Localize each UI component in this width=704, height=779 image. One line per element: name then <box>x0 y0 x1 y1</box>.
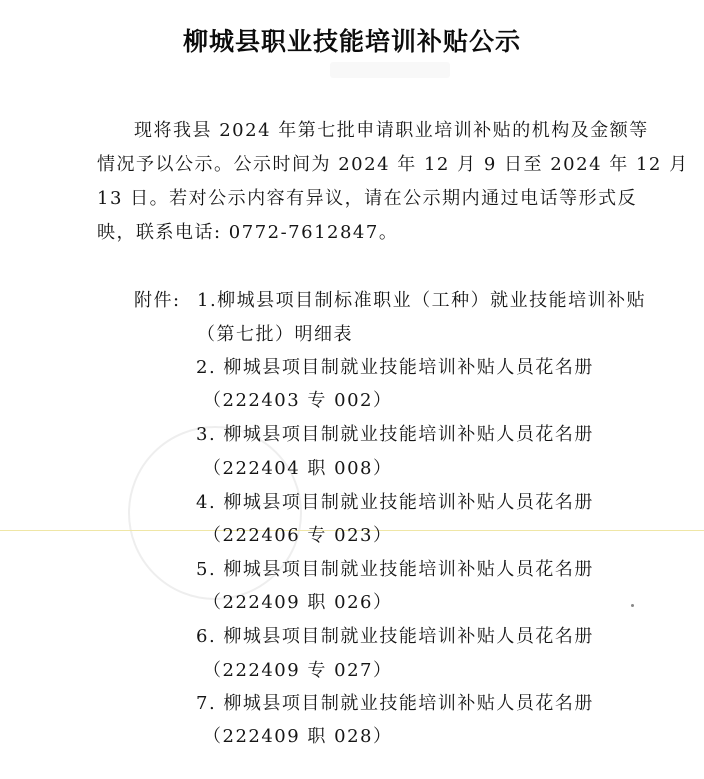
attachment-3-code: （222404 职 008） <box>203 458 393 479</box>
paragraph-line-2: 情况予以公示。公示时间为 2024 年 12 月 9 日至 2024 年 12 月 <box>97 154 689 175</box>
attachment-1-subtitle: （第七批）明细表 <box>197 324 353 345</box>
attachment-5-title: 5. 柳城县项目制就业技能培训补贴人员花名册 <box>196 559 594 580</box>
attachment-7-title: 7. 柳城县项目制就业技能培训补贴人员花名册 <box>196 693 594 714</box>
attachment-2-code: （222403 专 002） <box>203 390 393 411</box>
attachment-1-title: 1.柳城县项目制标准职业（工种）就业技能培训补贴 <box>197 290 647 311</box>
faint-seal-mark <box>330 62 450 78</box>
attachment-7-code: （222409 职 028） <box>203 726 393 747</box>
attachment-4-code: （222406 专 023） <box>203 525 393 546</box>
paragraph-line-3: 13 日。若对公示内容有异议，请在公示期内通过电话等形式反 <box>97 188 638 209</box>
paragraph-line-1: 现将我县 2024 年第七批申请职业培训补贴的机构及金额等 <box>134 120 649 141</box>
page-title: 柳城县职业技能培训补贴公示 <box>182 27 521 56</box>
attachment-6-code: （222409 专 027） <box>203 660 393 681</box>
attachment-3-title: 3. 柳城县项目制就业技能培训补贴人员花名册 <box>196 424 594 445</box>
attachment-6-title: 6. 柳城县项目制就业技能培训补贴人员花名册 <box>196 626 594 647</box>
attachments-label: 附件: <box>134 290 181 311</box>
attachment-2-title: 2. 柳城县项目制就业技能培训补贴人员花名册 <box>196 357 594 378</box>
speck <box>631 604 634 607</box>
attachment-4-title: 4. 柳城县项目制就业技能培训补贴人员花名册 <box>196 492 594 513</box>
attachment-5-code: （222409 职 026） <box>203 592 393 613</box>
paragraph-line-4: 映，联系电话: 0772-7612847。 <box>97 222 399 243</box>
